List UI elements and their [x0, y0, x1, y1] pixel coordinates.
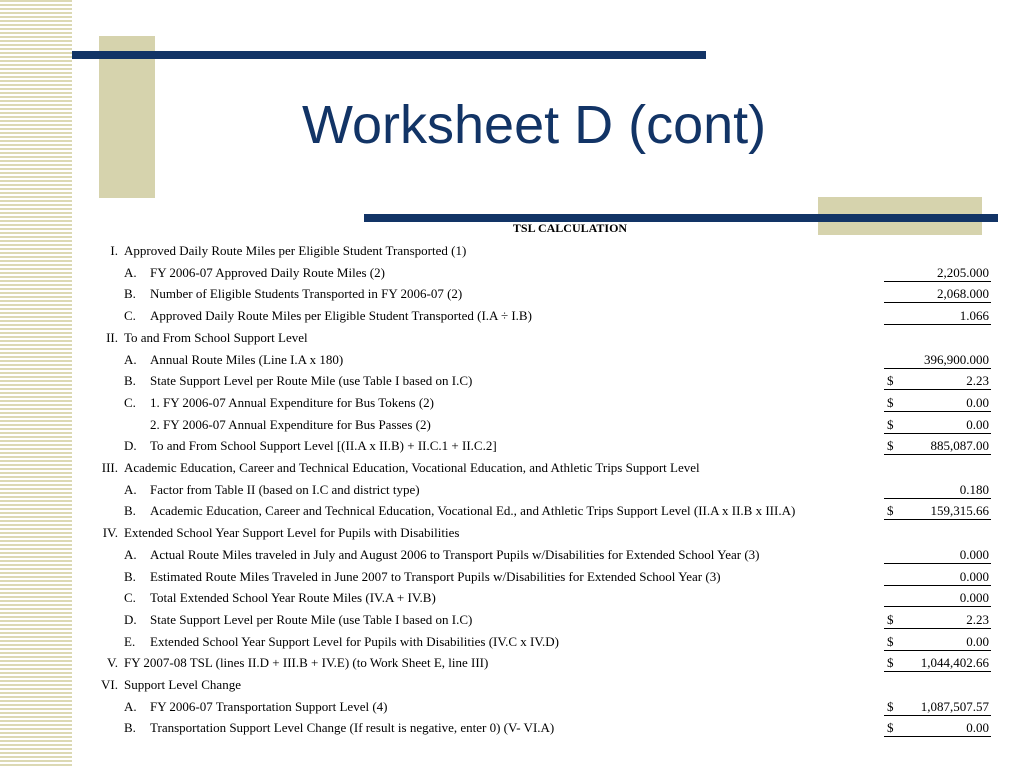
row-description: Actual Route Miles traveled in July and August 2006 to Transport Pupils w/Disabilities for Extended School Year (3)	[150, 546, 760, 562]
worksheet-row	[0, 305, 1024, 327]
row-description: Approved Daily Route Miles per Eligible Student Transported (1)	[124, 243, 467, 258]
row-amount: 0.000	[959, 546, 989, 562]
row-value-cell	[884, 283, 991, 303]
worksheet-row	[0, 414, 1024, 436]
row-letter: D.	[124, 611, 137, 627]
worksheet-row	[0, 696, 1024, 718]
row-value-cell	[884, 349, 991, 369]
slide-title: Worksheet D (cont)	[302, 95, 767, 155]
row-description: State Support Level per Route Mile (use Table I based on I.C)	[150, 611, 473, 627]
row-amount: 0.000	[959, 590, 989, 606]
row-description: Support Level Change	[124, 677, 241, 692]
row-value-cell	[884, 392, 991, 412]
row-description: FY 2007-08 TSL (lines II.D + III.B + IV.E) (to Work Sheet E, line III)	[124, 655, 489, 671]
dollar-sign: $	[887, 503, 894, 519]
row-value-cell	[884, 544, 991, 564]
worksheet-row	[0, 240, 1024, 262]
worksheet-row	[0, 392, 1024, 414]
row-amount: 2,205.000	[937, 264, 989, 280]
row-letter: A.	[124, 546, 137, 562]
row-number: I.	[110, 243, 118, 258]
row-value-cell	[884, 696, 991, 716]
row-amount: 885,087.00	[930, 438, 989, 454]
worksheet-row	[0, 631, 1024, 653]
row-description: To and From School Support Level [(II.A x II.B) + II.C.1 + II.C.2]	[150, 438, 497, 454]
row-number: VI.	[101, 677, 118, 692]
row-letter: A.	[124, 698, 137, 714]
worksheet-row	[0, 544, 1024, 566]
row-value-cell	[884, 435, 991, 455]
row-description: Total Extended School Year Route Miles (IV.A + IV.B)	[150, 590, 436, 606]
decorative-navy-bar-top	[72, 51, 706, 59]
worksheet-row	[0, 457, 1024, 479]
row-value-cell	[884, 305, 991, 325]
dollar-sign: $	[887, 611, 894, 627]
worksheet-row	[0, 566, 1024, 588]
row-amount: 1.066	[959, 308, 989, 324]
row-letter: D.	[124, 438, 137, 454]
dollar-sign: $	[887, 633, 894, 649]
worksheet-row	[0, 717, 1024, 739]
row-value-cell	[884, 566, 991, 586]
dollar-sign: $	[887, 655, 894, 671]
row-description: Transportation Support Level Change (If result is negative, enter 0) (V- VI.A)	[150, 720, 555, 736]
row-amount: 2,068.000	[937, 286, 989, 302]
worksheet-row	[0, 283, 1024, 305]
row-letter: A.	[124, 264, 137, 280]
worksheet-row	[0, 262, 1024, 284]
row-number: V.	[107, 655, 118, 671]
dollar-sign: $	[887, 394, 894, 410]
row-value-cell	[884, 652, 991, 672]
row-description: To and From School Support Level	[124, 329, 308, 345]
row-description: State Support Level per Route Mile (use Table I based on I.C)	[150, 373, 473, 389]
dollar-sign: $	[887, 438, 894, 454]
worksheet-row	[0, 522, 1024, 544]
row-description: Academic Education, Career and Technical Education, Vocational Education, and Athletic Trips Support Level	[124, 460, 700, 475]
worksheet-row	[0, 500, 1024, 522]
row-letter: E.	[124, 633, 136, 649]
row-description: FY 2006-07 Approved Daily Route Miles (2)	[150, 264, 385, 280]
row-description: 1. FY 2006-07 Annual Expenditure for Bus Tokens (2)	[150, 394, 434, 410]
row-letter: A.	[124, 481, 137, 497]
row-letter: B.	[124, 503, 136, 519]
row-description: Annual Route Miles (Line I.A x 180)	[150, 351, 344, 367]
worksheet-row	[0, 587, 1024, 609]
row-amount: 0.000	[959, 568, 989, 584]
row-amount: 0.00	[966, 720, 989, 736]
row-description: Factor from Table II (based on I.C and district type)	[150, 481, 420, 497]
row-amount: 2.23	[966, 611, 989, 627]
dollar-sign: $	[887, 416, 894, 432]
row-amount: 396,900.000	[924, 351, 989, 367]
row-amount: 0.00	[966, 416, 989, 432]
row-letter: B.	[124, 286, 136, 302]
row-value-cell	[884, 500, 991, 520]
row-description: 2. FY 2006-07 Annual Expenditure for Bus Passes (2)	[150, 416, 431, 432]
worksheet-row	[0, 479, 1024, 501]
row-description: Academic Education, Career and Technical Education, Vocational Ed., and Athletic Trips Support Level (II.A x II.B x III.A)	[150, 503, 796, 519]
decorative-tan-block-left	[99, 36, 155, 198]
row-letter: C.	[124, 394, 136, 410]
row-description: FY 2006-07 Transportation Support Level (4)	[150, 698, 388, 714]
dollar-sign: $	[887, 698, 894, 714]
row-amount: 1,044,402.66	[920, 655, 989, 671]
worksheet-row	[0, 327, 1024, 349]
row-letter: B.	[124, 568, 136, 584]
row-value-cell	[884, 717, 991, 737]
row-amount: 1,087,507.57	[920, 698, 989, 714]
row-letter: C.	[124, 308, 136, 324]
row-description: Extended School Year Support Level for Pupils with Disabilities	[124, 525, 460, 541]
row-value-cell	[884, 414, 991, 434]
row-value-cell	[884, 587, 991, 607]
worksheet-row	[0, 370, 1024, 392]
row-description: Estimated Route Miles Traveled in June 2007 to Transport Pupils w/Disabilities for Extended School Year (3)	[150, 568, 721, 584]
row-description: Number of Eligible Students Transported in FY 2006-07 (2)	[150, 286, 463, 302]
row-value-cell	[884, 631, 991, 651]
row-letter: A.	[124, 351, 137, 367]
row-amount: 2.23	[966, 373, 989, 389]
worksheet-row	[0, 652, 1024, 674]
dollar-sign: $	[887, 720, 894, 736]
row-number: III.	[101, 460, 118, 475]
row-value-cell	[884, 262, 991, 282]
worksheet-row	[0, 435, 1024, 457]
worksheet-heading: TSL CALCULATION	[512, 221, 628, 235]
row-number: II.	[106, 329, 118, 345]
worksheet-row	[0, 674, 1024, 696]
row-description: Extended School Year Support Level for Pupils with Disabilities (IV.C x IV.D)	[150, 633, 559, 649]
dollar-sign: $	[887, 373, 894, 389]
row-amount: 0.180	[959, 481, 989, 497]
row-letter: B.	[124, 373, 136, 389]
worksheet-row	[0, 609, 1024, 631]
row-letter: B.	[124, 720, 136, 736]
worksheet-row	[0, 349, 1024, 371]
row-number: IV.	[102, 525, 118, 541]
row-value-cell	[884, 370, 991, 390]
row-description: Approved Daily Route Miles per Eligible Student Transported (I.A ÷ I.B)	[150, 308, 532, 324]
decorative-navy-bar-mid	[364, 214, 998, 222]
row-value-cell	[884, 479, 991, 499]
row-amount: 0.00	[966, 394, 989, 410]
row-amount: 0.00	[966, 633, 989, 649]
row-amount: 159,315.66	[930, 503, 989, 519]
row-letter: C.	[124, 590, 136, 606]
row-value-cell	[884, 609, 991, 629]
